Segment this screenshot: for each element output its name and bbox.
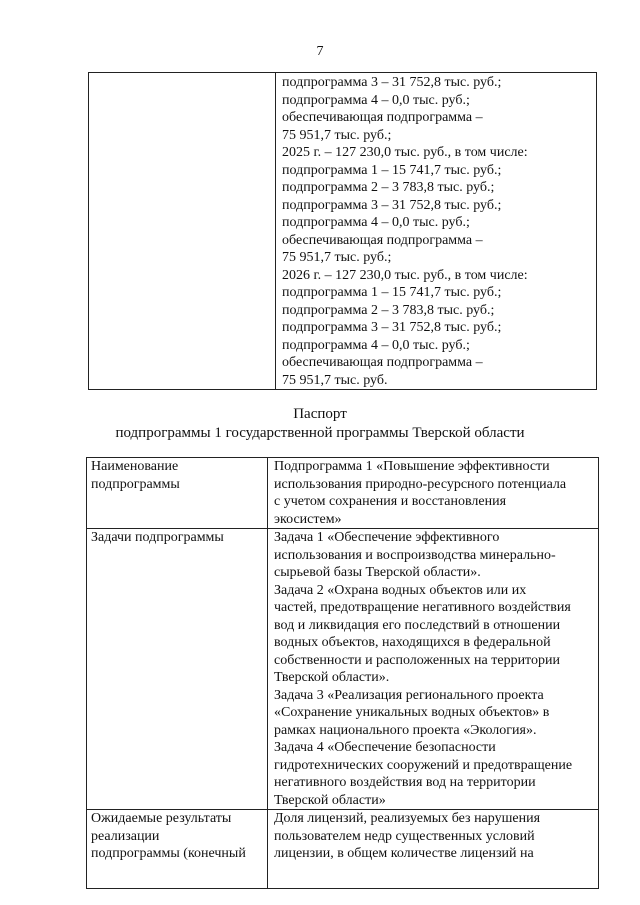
row-label: Задачи подпрограммы — [91, 530, 224, 545]
row-value: Задача 2 «Охрана водных объектов или их — [274, 582, 527, 598]
row-value: собственности и расположенных на территории — [274, 652, 560, 668]
row-label-cell — [87, 810, 268, 889]
passport-row-results — [87, 810, 599, 889]
financing-line: подпрограмма 1 – 15 741,7 тыс. руб.; — [282, 285, 502, 300]
row-value: Задача 1 «Обеспечение эффективного — [274, 530, 500, 545]
row-value: Тверской области». — [274, 670, 390, 685]
row-value: пользователем недр существенных условий — [274, 828, 535, 844]
financing-line: 2025 г. – 127 230,0 тыс. руб., в том числе: — [282, 145, 528, 160]
row-value: водных объектов, находящихся в федеральной — [274, 635, 551, 650]
financing-line: подпрограмма 1 – 15 741,7 тыс. руб.; — [282, 162, 502, 178]
financing-line: 75 951,7 тыс. руб. — [282, 372, 388, 388]
financing-label-cell — [89, 73, 276, 390]
row-label: Наименование — [91, 459, 179, 474]
row-value: частей, предотвращение негативного воздействия — [274, 600, 571, 615]
row-value: вод и ликвидация его последствий в отношении — [274, 617, 561, 633]
financing-line: 2026 г. – 127 230,0 тыс. руб., в том числе: — [282, 267, 528, 283]
row-label: подпрограммы (конечный — [91, 846, 246, 861]
financing-line: подпрограмма 4 – 0,0 тыс. руб.; — [282, 337, 470, 353]
row-value: Задача 3 «Реализация регионального проекта — [274, 687, 544, 703]
row-value: негативного воздействия вод на территории — [274, 775, 536, 790]
financing-row — [89, 73, 597, 390]
row-value: гидротехнических сооружений и предотвращение — [274, 757, 573, 773]
financing-line: подпрограмма 4 – 0,0 тыс. руб.; — [282, 92, 470, 108]
page-number: 7 — [316, 44, 324, 59]
row-value: с учетом сохранения и восстановления — [274, 494, 507, 509]
financing-line: 75 951,7 тыс. руб.; — [282, 127, 392, 143]
row-value-cell — [268, 810, 599, 889]
financing-line: обеспечивающая подпрограмма – — [282, 232, 483, 248]
row-value-cell — [268, 458, 599, 529]
row-value: лицензии, в общем количестве лицензий на — [274, 846, 534, 861]
financing-line: 75 951,7 тыс. руб.; — [282, 250, 392, 265]
row-value: рамках национального проекта «Экология». — [274, 722, 537, 738]
row-value: использования природно-ресурсного потенциала — [274, 476, 567, 492]
passport-row-tasks — [87, 529, 599, 810]
financing-line: обеспечивающая подпрограмма – — [282, 110, 483, 125]
row-value-cell — [268, 529, 599, 810]
passport-table — [86, 457, 599, 889]
passport-subtitle: подпрограммы 1 государственной программы Тверской области — [115, 425, 525, 441]
row-label-cell — [87, 529, 268, 810]
row-label: реализации — [91, 828, 160, 844]
row-value: сырьевой базы Тверской области». — [274, 565, 481, 580]
row-value: Подпрограмма 1 «Повышение эффективности — [274, 459, 550, 474]
row-label: подпрограммы — [91, 476, 180, 492]
financing-line: подпрограмма 3 – 31 752,8 тыс. руб.; — [282, 197, 502, 213]
passport-row-name — [87, 458, 599, 529]
financing-line: подпрограмма 2 – 3 783,8 тыс. руб.; — [282, 302, 495, 318]
row-value: экосистем» — [274, 511, 342, 527]
row-value: Задача 4 «Обеспечение безопасности — [274, 740, 496, 755]
passport-title: Паспорт — [293, 406, 347, 422]
financing-table — [88, 72, 597, 390]
row-value: «Сохранение уникальных водных объектов» в — [274, 705, 550, 720]
row-label: Ожидаемые результаты — [91, 811, 232, 826]
row-value: Доля лицензий, реализуемых без нарушения — [274, 811, 541, 826]
financing-line: подпрограмма 4 – 0,0 тыс. руб.; — [282, 215, 470, 230]
financing-line: подпрограмма 3 – 31 752,8 тыс. руб.; — [282, 75, 502, 90]
row-value: использования и воспроизводства минерально- — [274, 547, 556, 563]
row-value: Тверской области» — [274, 792, 386, 808]
row-label-cell — [87, 458, 268, 529]
financing-line: подпрограмма 2 – 3 783,8 тыс. руб.; — [282, 180, 495, 195]
financing-value-cell — [276, 73, 597, 390]
financing-line: обеспечивающая подпрограмма – — [282, 355, 483, 370]
financing-line: подпрограмма 3 – 31 752,8 тыс. руб.; — [282, 320, 502, 335]
